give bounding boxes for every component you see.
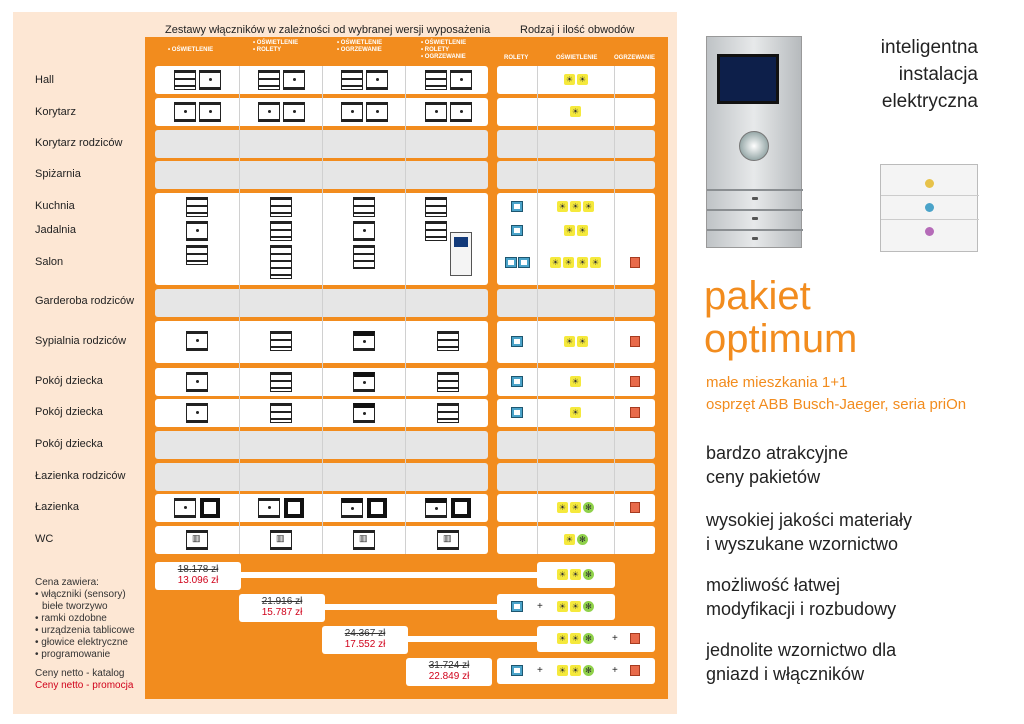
version-header-3: • OŚWIETLENIE • OGRZEWANIE <box>337 40 382 54</box>
switch-icon <box>186 197 208 217</box>
room-label: Korytarz <box>35 106 76 118</box>
table-row <box>497 161 655 189</box>
switch-icon <box>283 102 305 122</box>
switch-icon <box>366 102 388 122</box>
light-icon: ☀ <box>571 408 580 417</box>
switch-icon <box>186 372 208 392</box>
feature-4: jednolite wzornictwo dla gniazd i włączników <box>706 640 897 684</box>
light-icon: ☀ <box>565 226 574 235</box>
blind-icon <box>511 376 523 387</box>
plus-sign: + <box>537 665 543 676</box>
light-icon: ☀ <box>571 377 580 386</box>
heating-icon <box>630 336 640 347</box>
light-icon: ☀ <box>551 258 560 267</box>
switch-icon <box>199 102 221 122</box>
switch-icon <box>353 372 375 392</box>
light-icon: ☀ <box>578 258 587 267</box>
feature-3: możliwość łatwej modyfikacji i rozbudowy <box>706 575 897 619</box>
price-box-3: 24.367 zł 17.552 zł <box>322 626 408 654</box>
feature-1: bardzo atrakcyjne ceny pakietów <box>706 443 849 487</box>
switch-icon <box>270 197 292 217</box>
room-label: Spiżarnia <box>35 168 81 180</box>
room-label: Łazienka <box>35 501 80 513</box>
socket-icon <box>451 498 471 518</box>
column-divider <box>405 66 406 554</box>
sets-title: Zestawy włączników w zależności od wybranej wersji wyposażenia <box>165 24 491 36</box>
switch-icon <box>437 331 459 351</box>
light-icon: ☀ <box>571 503 580 512</box>
room-label: Salon <box>35 256 64 268</box>
switch-icon <box>353 197 375 217</box>
switch-icon <box>283 70 305 90</box>
column-divider <box>322 66 323 554</box>
blind-icon <box>511 336 523 347</box>
room-label: Garderoba rodziców <box>35 295 135 307</box>
switch-icon <box>425 70 447 90</box>
blind-icon <box>518 257 530 268</box>
light-icon: ☀ <box>578 75 587 84</box>
switch-icon <box>353 221 375 241</box>
switch-icon <box>199 70 221 90</box>
light-icon: ☀ <box>558 503 567 512</box>
heating-icon <box>630 376 640 387</box>
light-icon: ☀ <box>584 202 593 211</box>
switch-icon <box>353 403 375 423</box>
light-icon: ☀ <box>571 666 580 675</box>
light-icon: ☀ <box>565 535 574 544</box>
switch-icon <box>270 221 292 241</box>
blind-icon <box>511 407 523 418</box>
table-row <box>497 66 655 94</box>
fan-icon: ✻ <box>577 534 588 545</box>
room-label: WC <box>35 533 54 545</box>
room-label: Pokój dziecka <box>35 375 103 387</box>
switch-icon <box>174 70 196 90</box>
circuit-header-oswietlenie: OŚWIETLENIE <box>556 55 598 61</box>
package-subtitle: małe mieszkania 1+1 osprzęt ABB Busch-Jaeger, seria priOn <box>706 374 967 413</box>
light-icon: ☀ <box>578 337 587 346</box>
fan-icon: ✻ <box>583 502 594 513</box>
price-includes: Cena zawiera: • włączniki (sensory) biełe tworzywo • ramki ozdobne • urządzenia tablicowe • głowice elektryczne • programowanie <box>35 577 135 661</box>
switch-icon <box>425 197 447 217</box>
light-icon: ☀ <box>571 202 580 211</box>
light-icon: ☀ <box>591 258 600 267</box>
room-label: Hall <box>35 74 54 86</box>
heating-icon <box>630 407 640 418</box>
room-label: Pokój dziecka <box>35 406 103 418</box>
socket-icon <box>200 498 220 518</box>
switch-icon <box>186 245 208 265</box>
touch-panel-image <box>706 36 802 248</box>
switch-icon <box>186 530 208 550</box>
fan-icon: ✻ <box>583 601 594 612</box>
light-icon: ☀ <box>571 107 580 116</box>
heating-icon <box>630 665 640 676</box>
switch-icon <box>437 372 459 392</box>
switch-icon <box>425 498 447 518</box>
switch-icon <box>270 331 292 351</box>
price-includes-title: Cena zawiera: <box>35 577 99 588</box>
switch-icon <box>450 70 472 90</box>
light-icon: ☀ <box>565 337 574 346</box>
plus-sign: + <box>612 633 618 644</box>
light-icon: ☀ <box>564 258 573 267</box>
switch-icon <box>425 102 447 122</box>
switch-icon <box>270 530 292 550</box>
price-connector <box>240 572 537 578</box>
heating-icon <box>630 257 640 268</box>
version-header-1: • OŚWIETLENIE <box>168 47 213 54</box>
blind-icon <box>511 665 523 676</box>
room-label: Sypialnia rodziców <box>35 335 127 347</box>
room-label: Jadalnia <box>35 224 76 236</box>
switch-icon <box>270 245 292 279</box>
switch-icon <box>341 70 363 90</box>
table-row <box>497 289 655 317</box>
switch-icon <box>258 102 280 122</box>
table-row <box>497 526 655 554</box>
switch-icon <box>437 403 459 423</box>
switch-icon <box>174 102 196 122</box>
switch-icon <box>186 331 208 351</box>
price-connector <box>325 604 497 610</box>
socket-icon <box>284 498 304 518</box>
price-box-2: 21.916 zł 15.787 zł <box>239 594 325 622</box>
switch-panel-image <box>880 164 978 252</box>
light-icon: ☀ <box>558 570 567 579</box>
panel-screen <box>717 54 779 104</box>
switch-icon <box>425 221 447 241</box>
light-icon: ☀ <box>558 666 567 675</box>
control-panel-icon <box>450 232 472 276</box>
light-icon: ☀ <box>558 602 567 611</box>
circuit-header-ogrzewanie: OGRZEWANIE <box>614 55 656 61</box>
switch-icon <box>341 498 363 518</box>
blind-icon <box>511 601 523 612</box>
column-divider <box>614 66 615 554</box>
package-title: pakiet optimum <box>704 274 858 361</box>
socket-icon <box>367 498 387 518</box>
room-label: Korytarz rodziców <box>35 137 123 149</box>
switch-icon <box>450 102 472 122</box>
version-header-4: • OŚWIETLENIE • ROLETY • OGRZEWANIE <box>421 40 466 61</box>
room-label: Pokój dziecka <box>35 438 103 450</box>
column-divider <box>537 66 538 554</box>
fan-icon: ✻ <box>583 569 594 580</box>
plus-sign: + <box>612 665 618 676</box>
feature-2: wysokiej jakości materiały i wyszukane wzornictwo <box>706 510 913 554</box>
heating-icon <box>630 633 640 644</box>
light-icon: ☀ <box>558 202 567 211</box>
light-icon: ☀ <box>558 634 567 643</box>
table-row <box>497 431 655 459</box>
switch-icon <box>366 70 388 90</box>
table-row <box>497 463 655 491</box>
switch-icon <box>353 245 375 269</box>
column-divider <box>239 66 240 554</box>
room-label: Łazienka rodziców <box>35 470 126 482</box>
plus-sign: + <box>537 601 543 612</box>
light-icon: ☀ <box>571 634 580 643</box>
room-label: Kuchnia <box>35 200 75 212</box>
circuits-title: Rodzaj i ilość obwodów <box>520 24 635 36</box>
table-row <box>497 130 655 158</box>
tagline: inteligentna instalacja elektryczna <box>880 37 978 112</box>
blind-icon <box>511 201 523 212</box>
light-icon: ☀ <box>571 602 580 611</box>
price-box-4: 31.724 zł 22.849 zł <box>406 658 492 686</box>
circuit-header-rolety: ROLETY <box>504 55 529 61</box>
blind-icon <box>511 225 523 236</box>
switch-icon <box>174 498 196 518</box>
light-icon: ☀ <box>565 75 574 84</box>
fan-icon: ✻ <box>583 633 594 644</box>
rotary-knob <box>739 131 769 161</box>
switch-icon <box>258 70 280 90</box>
heating-icon <box>630 502 640 513</box>
price-box-1: 18.178 zł 13.096 zł <box>155 562 241 590</box>
switch-icon <box>353 530 375 550</box>
price-legend: Ceny netto - katalog Ceny netto - promocja <box>35 668 134 691</box>
switch-icon <box>186 403 208 423</box>
switch-icon <box>353 331 375 351</box>
price-connector <box>408 636 537 642</box>
switch-icon <box>437 530 459 550</box>
switch-icon <box>341 102 363 122</box>
switch-icon <box>186 221 208 241</box>
light-icon: ☀ <box>571 570 580 579</box>
version-header-2: • OŚWIETLENIE • ROLETY <box>253 40 298 54</box>
switch-icon <box>270 403 292 423</box>
switch-icon <box>270 372 292 392</box>
blind-icon <box>505 257 517 268</box>
light-icon: ☀ <box>578 226 587 235</box>
switch-icon <box>258 498 280 518</box>
fan-icon: ✻ <box>583 665 594 676</box>
